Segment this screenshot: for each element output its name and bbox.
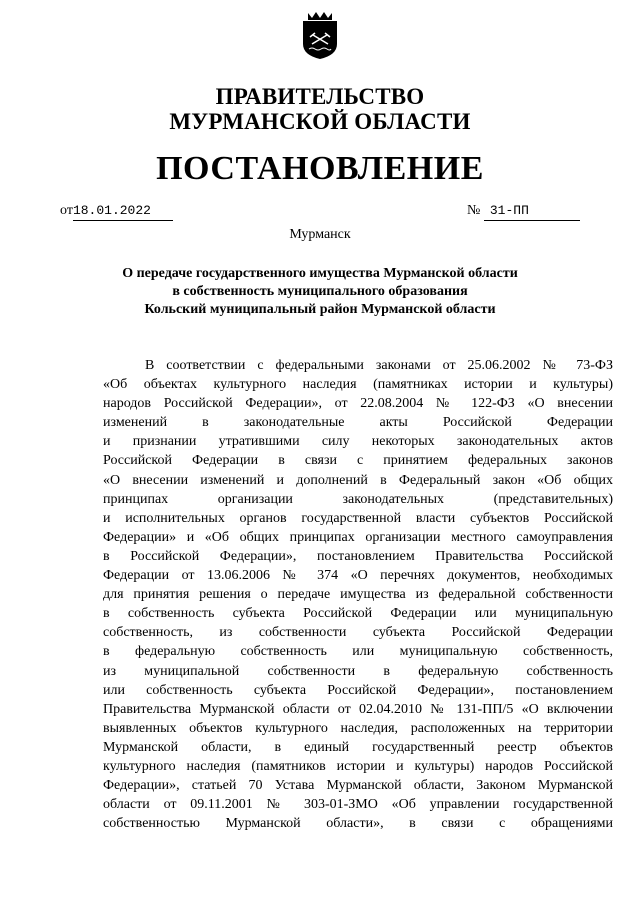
date-value: 18.01.2022 <box>73 202 173 221</box>
body-line: народов Российской Федерации», от 22.08.2004 № 122-ФЗ «О внесении <box>103 396 613 412</box>
body-line: культурного наследия (памятников истории и культуры) народов Российской <box>103 758 613 774</box>
number-value: 31-ПП <box>484 202 580 221</box>
government-title-line2: МУРМАНСКОЙ ОБЛАСТИ <box>169 109 471 134</box>
body-line: в Российской Федерации», постановлением Правительства Российской <box>103 548 613 564</box>
body-line: выявленных объектов культурного наследия, расположенных на территории <box>103 720 613 736</box>
body-line: в собственность субъекта Российской Федерации или муниципальную <box>103 606 613 622</box>
document-number <box>467 202 580 221</box>
body-line: «О внесении изменений и дополнений в Федеральный закон «Об общих <box>103 472 613 488</box>
body-line: Федерации» и «Об общих принципах организации местного самоуправления <box>103 529 613 545</box>
document-type-heading: ПОСТАНОВЛЕНИЕ <box>156 150 484 187</box>
number-prefix: № <box>467 203 481 218</box>
body-line: и исполнительных органов государственной власти субъектов Российской <box>103 510 613 526</box>
body-line: в федеральную собственность или муниципальную собственность, <box>103 644 613 660</box>
body-line: и признании утратившими силу некоторых законодательных актов <box>103 434 613 450</box>
document-date <box>60 202 173 221</box>
government-title-line1: ПРАВИТЕЛЬСТВО <box>215 84 425 109</box>
body-line: принципах организации законодательных (представительных) <box>103 491 613 507</box>
document-city: Мурманск <box>289 227 351 242</box>
body-line: собственностью Мурманской области», в связи с обращениями <box>103 816 613 832</box>
coat-of-arms-icon <box>299 10 341 60</box>
body-line: Федерации», статьей 70 Устава Мурманской области, Законом Мурманской <box>103 778 613 794</box>
body-line: собственность, из собственности субъекта Российской Федерации <box>103 625 613 641</box>
document-body <box>103 356 613 833</box>
date-prefix: от <box>60 203 73 218</box>
body-line: Федерации от 13.06.2006 № 374 «О перечнях документов, необходимых <box>103 568 613 584</box>
body-line: или собственность субъекта Российской Федерации», постановлением <box>103 682 613 698</box>
body-line: Правительства Мурманской области от 02.04.2010 № 131-ПП/5 «О включении <box>103 701 613 717</box>
body-line: для принятия решения о передаче имущества из федеральной собственности <box>103 587 613 603</box>
subject-line2: в собственность муниципального образования <box>172 284 468 299</box>
body-line: Российской Федерации в связи с принятием федеральных законов <box>103 453 613 469</box>
subject-line1: О передаче государственного имущества Мурманской области <box>122 266 518 281</box>
body-line: «Об объектах культурного наследия (памятниках истории и культуры) <box>103 377 613 393</box>
body-line: изменений в законодательные акты Российской Федерации <box>103 415 613 431</box>
government-title <box>0 84 640 134</box>
body-line: Мурманской области, в единый государственный реестр объектов <box>103 739 613 755</box>
body-line: из муниципальной собственности в федеральную собственность <box>103 663 613 679</box>
body-line: области от 09.11.2001 № 303-01-ЗМО «Об управлении государственной <box>103 797 613 813</box>
body-line: В соответствии с федеральными законами от 25.06.2002 № 73-ФЗ <box>145 358 613 373</box>
document-subject <box>60 265 580 319</box>
subject-line3: Кольский муниципальный район Мурманской области <box>144 302 496 317</box>
